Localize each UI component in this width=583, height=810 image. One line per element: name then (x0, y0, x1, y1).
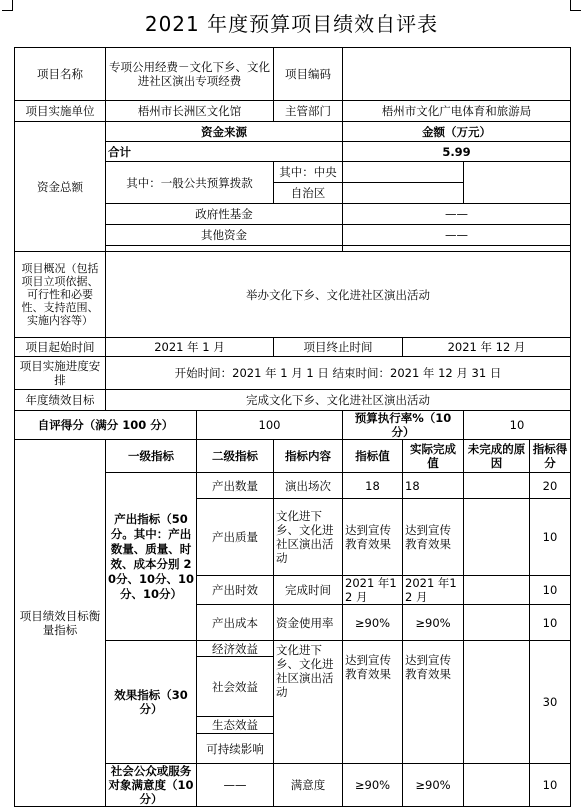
header-reason: 未完成的原因 (464, 440, 530, 473)
measures-label: 项目绩效目标衡量指标 (15, 440, 106, 807)
project-name-label: 项目名称 (15, 48, 106, 101)
self-score-value: 100 (197, 411, 343, 440)
exec-rate-value: 10 (464, 411, 571, 440)
output-content: 文化进下乡、文化进社区演出活动 (274, 499, 343, 576)
output-target: 达到宣传教育效果 (343, 499, 403, 576)
funds-gov-label: 政府性基金 (106, 204, 343, 225)
progress-label: 项目实施进度安排 (15, 357, 106, 390)
performance-table (14, 47, 571, 807)
output-reason (464, 473, 530, 499)
overview-label: 项目概况（包括项目立项依据、可行性和必要性、支持范围、实施内容等） (15, 252, 106, 338)
funds-other-value: —— (343, 225, 571, 246)
project-code-value (343, 48, 571, 101)
project-name-value: 专项公用经费－文化下乡、文化进社区演出专项经费 (106, 48, 274, 101)
dept-value: 梧州市文化广电体育和旅游局 (343, 101, 571, 122)
dept-label: 主管部门 (274, 101, 343, 122)
output-target: 2021 年12 月 (343, 576, 403, 605)
goal-label: 年度绩效目标 (15, 390, 106, 411)
satisfaction-reason (464, 764, 530, 807)
output-group-label: 产出指标（50分。其中：产出数量、质量、时效、成本分别 20分、10分、10分、10分） (106, 473, 197, 641)
output-score: 10 (530, 605, 571, 641)
output-actual: 2021 年12 月 (403, 576, 464, 605)
output-reason (464, 576, 530, 605)
header-target: 指标值 (343, 440, 403, 473)
header-score: 指标得分 (530, 440, 571, 473)
output-score: 20 (530, 473, 571, 499)
output-content: 资金使用率 (274, 605, 343, 641)
row-score (15, 411, 571, 440)
header-actual: 实际完成值 (403, 440, 464, 473)
end-time-value: 2021 年 12 月 (403, 338, 571, 357)
satisfaction-score: 10 (530, 764, 571, 807)
funds-amount-header: 金额（万元） (343, 122, 571, 142)
funds-regional-blank (464, 183, 571, 204)
output-level2: 产出质量 (197, 499, 274, 576)
effect-reason (464, 641, 530, 764)
row-project-name (15, 48, 571, 101)
funds-other-label: 其他资金 (106, 225, 343, 246)
satisfaction-target: ≥90% (343, 764, 403, 807)
row-time (15, 338, 571, 357)
corner-mark-right (570, 0, 581, 11)
self-score-label: 自评得分（满分 100 分） (15, 411, 197, 440)
header-content: 指标内容 (274, 440, 343, 473)
progress-value: 开始时间：2021 年 1 月 1 日 结束时间：2021 年 12 月 31 日 (106, 357, 571, 390)
exec-rate-label: 预算执行率%（10 分） (343, 411, 464, 440)
funds-regional-value (343, 183, 464, 204)
funds-sub-prefix: 其中： (279, 165, 314, 179)
unit-label: 项目实施单位 (15, 101, 106, 122)
effect-group-label: 效果指标（30分） (106, 641, 197, 764)
output-actual: 达到宣传教育效果 (403, 499, 464, 576)
row-progress (15, 357, 571, 390)
output-level2: 产出时效 (197, 576, 274, 605)
satisfaction-level2: —— (197, 764, 274, 807)
row-overview (15, 252, 571, 338)
output-score: 10 (530, 576, 571, 605)
row-goal (15, 390, 571, 411)
header-level1: 一级指标 (106, 440, 197, 473)
row-unit (15, 101, 571, 122)
end-time-label: 项目终止时间 (274, 338, 403, 357)
effect-target: 达到宣传教育效果 (343, 641, 403, 764)
overview-value: 举办文化下乡、文化进社区演出活动 (106, 252, 571, 338)
corner-mark-left (2, 0, 13, 11)
funds-central-label (274, 162, 343, 183)
output-content: 完成时间 (274, 576, 343, 605)
satisfaction-group-label: 社会公众或服务对象满意度（10分） (106, 764, 197, 807)
funds-central-value (343, 162, 464, 183)
row-measures-header (15, 440, 571, 473)
effect-actual: 达到宣传教育效果 (403, 641, 464, 764)
header-level2: 二级指标 (197, 440, 274, 473)
project-code-label: 项目编码 (274, 48, 343, 101)
satisfaction-content: 满意度 (274, 764, 343, 807)
output-content: 演出场次 (274, 473, 343, 499)
funds-regional-label: 自治区 (274, 183, 343, 204)
funds-general-label: 其中：一般公共预算拨款 (106, 162, 274, 204)
effect-level2: 经济效益 (197, 641, 274, 657)
satisfaction-actual: ≥90% (403, 764, 464, 807)
output-level2: 产出数量 (197, 473, 274, 499)
funds-central-blank (464, 162, 571, 183)
effect-level2: 生态效益 (197, 717, 274, 734)
unit-value: 梧州市长洲区文化馆 (106, 101, 274, 122)
output-actual: 18 (403, 473, 464, 499)
start-time-label: 项目起始时间 (15, 338, 106, 357)
funds-source-header: 资金来源 (106, 122, 343, 142)
goal-value: 完成文化下乡、文化进社区演出活动 (106, 390, 571, 411)
effect-content: 文化进下乡、文化进社区演出活动 (274, 641, 343, 764)
page-title: 2021 年度预算项目绩效自评表 (144, 12, 439, 36)
output-level2: 产出成本 (197, 605, 274, 641)
funds-total-label: 合计 (106, 142, 343, 162)
output-actual: ≥90% (403, 605, 464, 641)
effect-level2: 可持续影响 (197, 734, 274, 764)
row-funds-header (15, 122, 571, 142)
output-reason (464, 605, 530, 641)
funds-central: 中央 (313, 165, 337, 179)
funds-label: 资金总额 (15, 122, 106, 252)
effect-level2: 社会效益 (197, 657, 274, 717)
output-reason (464, 499, 530, 576)
funds-total-value: 5.99 (343, 142, 571, 162)
start-time-value: 2021 年 1 月 (106, 338, 274, 357)
output-target: 18 (343, 473, 403, 499)
funds-gov-value: —— (343, 204, 571, 225)
output-target: ≥90% (343, 605, 403, 641)
effect-score: 30 (530, 641, 571, 764)
output-score: 10 (530, 499, 571, 576)
